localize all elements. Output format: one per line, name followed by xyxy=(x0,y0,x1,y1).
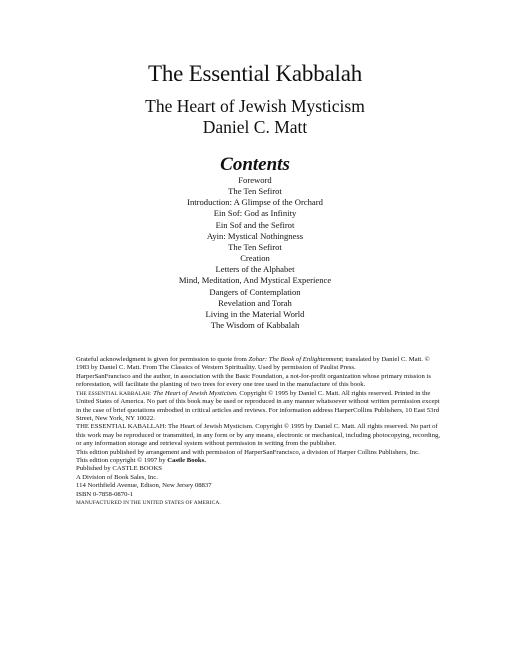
contents-item[interactable]: Ayin: Mystical Nothingness xyxy=(206,230,304,241)
acknowledgment-book-title: Zohar: The Book of Enlightenment xyxy=(248,356,342,363)
contents-item[interactable]: Ein Sof and the Sefirot xyxy=(215,219,295,230)
contents-item[interactable]: Introduction: A Glimpse of the Orchard xyxy=(187,197,323,208)
edition-note: This edition published by arrangement and with permission of HarperSanFrancisco, a division of Harper Collins Publishers, Inc. xyxy=(76,448,420,456)
contents-item[interactable]: Mind, Meditation, And Mystical Experience xyxy=(178,275,332,286)
harper-note: HarperSanFrancisco and the author, in association with the Basic Foundation, a not-for-profit organization whose primary mission is reforestation, will facilitate the planting of two trees for every one tree used in the manufacture of this book. xyxy=(76,372,431,389)
book-author: Daniel C. Matt xyxy=(202,117,308,137)
book-subtitle: The Heart of Jewish Mysticism xyxy=(145,96,365,116)
contents-item[interactable]: Letters of the Alphabet xyxy=(215,264,295,275)
contents-item[interactable]: The Ten Sefirot xyxy=(228,241,282,252)
copyright-notice-title: THE ESSENTIAL KABBALAH: xyxy=(76,390,152,397)
copyright-notice-second: THE ESSENTIAL KABALLAH: The Heart of Jewish Mysticism. Copyright © 1995 by Daniel C. Matt. All rights reserved. No part of this work may be reproduced or transmitted, in any form or by any means, electronic or mechanical, including photocopying, recording, or any information storage and retrieval system without permission in writing from the publisher. xyxy=(76,423,440,448)
contents-list xyxy=(0,175,510,331)
manufactured-note: MANUFACTURED IN THE UNITED STATES OF AMERICA. xyxy=(76,500,221,507)
contents-item[interactable]: Creation xyxy=(240,253,270,264)
copyright-notice xyxy=(76,390,440,424)
publisher-name-bold: Castle Books. xyxy=(167,457,206,465)
publisher-division: A Division of Book Sales, Inc. xyxy=(76,473,158,481)
contents-item[interactable]: Dangers of Contemplation xyxy=(209,286,301,297)
contents-item[interactable]: Living in the Material World xyxy=(205,308,305,319)
published-by: Published by CASTLE BOOKS xyxy=(76,465,163,473)
acknowledgment-paragraph xyxy=(76,356,440,373)
acknowledgment-text: Grateful acknowledgment is given for permission to quote from xyxy=(76,356,249,363)
contents-item[interactable]: Ein Sof: God as Infinity xyxy=(213,208,297,219)
copyright-block xyxy=(76,356,440,508)
acknowledgment-text-end: ; translated by Daniel C. Matt. © 1983 by Daniel C. Matt. From The Classics of Western Spirituality. Used by permission of Paulist Press. xyxy=(76,356,430,372)
copyright-notice-subtitle: The Heart of Jewish Mysticism. xyxy=(153,389,238,397)
contents-item[interactable]: Revelation and Torah xyxy=(218,297,292,308)
edition-copyright xyxy=(76,457,440,465)
book-title: The Essential Kabbalah xyxy=(147,61,363,86)
contents-heading: Contents xyxy=(220,154,290,175)
contents-item[interactable]: The Ten Sefirot xyxy=(228,186,282,197)
contents-item[interactable]: The Wisdom of Kabbalah xyxy=(210,320,300,331)
copyright-notice-text: Copyright © 1995 by Daniel C. Matt. All rights reserved. Printed in the United States of America. No part of this book may be used or reproduced in any manner whatsoever without written permission except in the case of brief quotations embodied in critical articles and reviews. For information address HarperCollins Publishers, 10 East 53rd Street, New York, NY 10022. xyxy=(76,389,440,422)
edition-copyright-text: This edition copyright © 1997 by xyxy=(76,457,168,465)
publisher-address: 114 Northfield Avenue, Edison, New Jersey 08837 xyxy=(76,482,212,490)
contents-item[interactable]: Foreword xyxy=(238,175,272,185)
isbn: ISBN 0-7858-0870-1 xyxy=(76,490,134,498)
